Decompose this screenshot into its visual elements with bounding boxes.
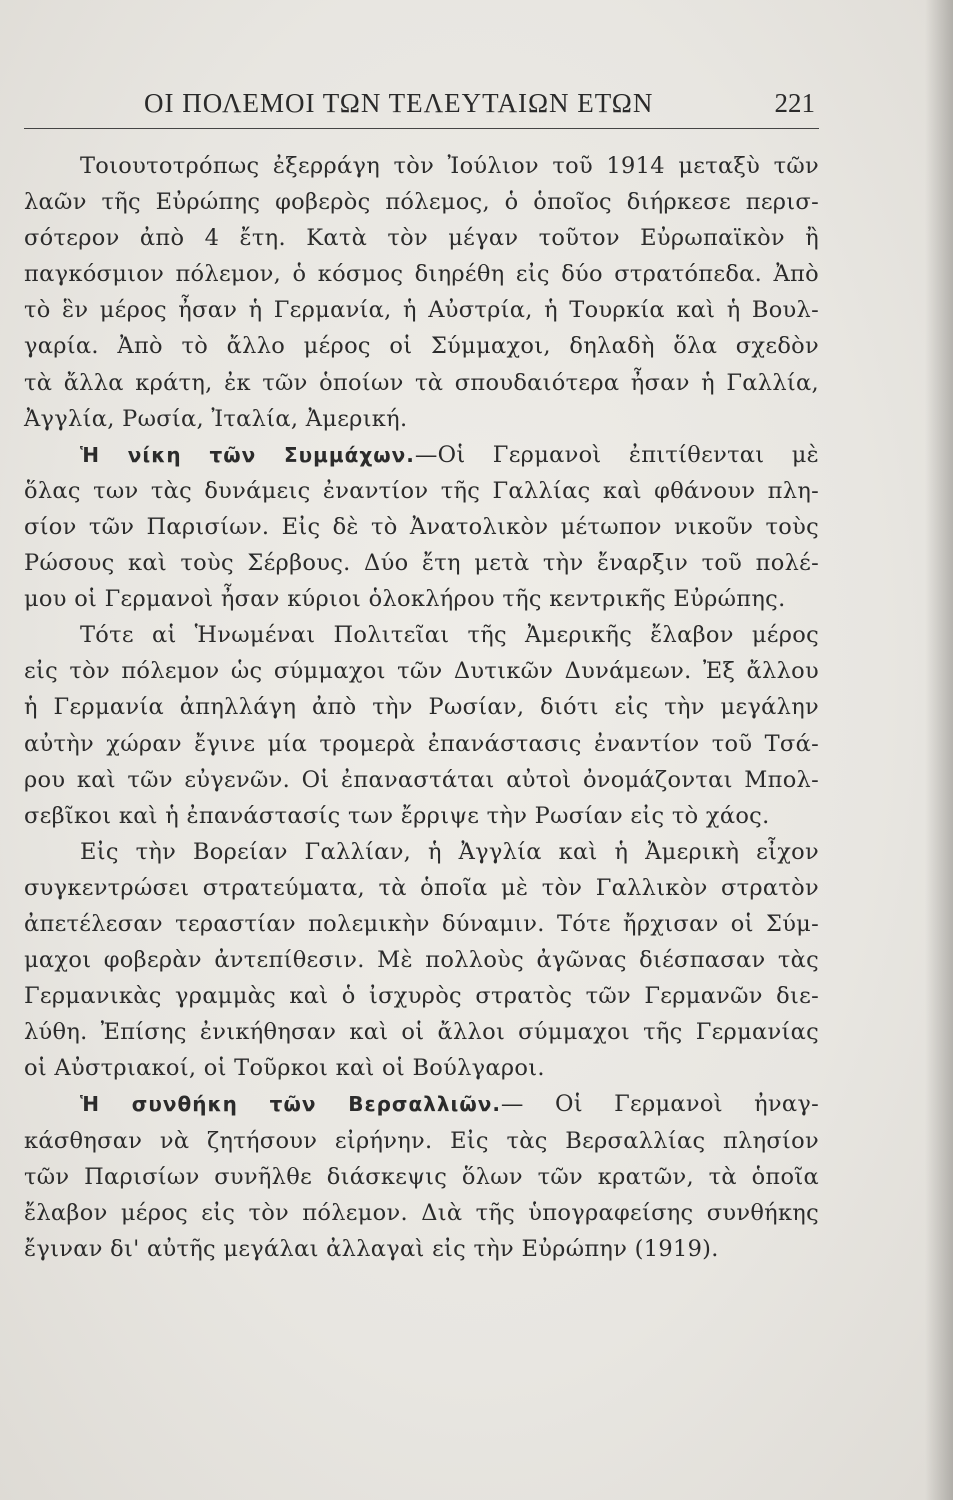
line-text: σεβῖκοι καὶ ἡ ἐπανάστασίς των ἔρριψε τὴν Ρωσίαν εἰς τὸ χάος. (24, 802, 770, 829)
line-text: μαχοι φοβερὰν ἀντεπίθεσιν. Μὲ πολλοὺς ἀγῶνας διέσπασαν τὰς (24, 947, 819, 974)
text-line (24, 220, 819, 256)
text-line (24, 256, 819, 292)
line-text: λύθη. Ἐπίσης ἐνικήθησαν καὶ οἱ ἄλλοι σύμμαχοι τῆς Γερμανίας (24, 1019, 819, 1046)
line-text: ρου καὶ τῶν εὐγενῶν. Οἱ ἐπαναστάται αὐτοὶ ὀνομάζονται Μπολ- (24, 766, 819, 793)
text-line (24, 473, 819, 509)
line-text: — Οἱ Γερμανοὶ ἠναγ- (500, 1091, 819, 1118)
line-text: Ἀγγλία, Ρωσία, Ἰταλία, Ἀμερική. (24, 405, 408, 432)
text-line (24, 184, 819, 220)
text-line (24, 292, 819, 328)
text-line (24, 148, 819, 184)
line-text: Ρώσους καὶ τοὺς Σέρβους. Δύο ἔτη μετὰ τὴν ἔναρξιν τοῦ πολέ- (24, 550, 819, 577)
line-text: τὸ ἓν μέρος ἦσαν ἡ Γερμανία, ἡ Αὐστρία, ἡ Τουρκία καὶ ἡ Βουλ- (24, 297, 819, 324)
line-text: σίον τῶν Παρισίων. Εἰς δὲ τὸ Ἀνατολικὸν μέτωπον νικοῦν τοὺς (24, 513, 819, 540)
line-text: σότερον ἀπὸ 4 ἔτη. Κατὰ τὸν μέγαν τοῦτον Εὐρωπαϊκὸν ἢ (24, 225, 819, 252)
line-text: Τότε αἱ Ἡνωμέναι Πολιτεῖαι τῆς Ἀμερικῆς ἔλαβον μέρος (80, 622, 819, 649)
text-line (24, 1195, 819, 1231)
section-heading: Ἡ συνθήκη τῶν Βερσαλλιῶν. (80, 1092, 501, 1117)
body-text (24, 148, 819, 1267)
text-line (24, 978, 819, 1014)
line-text: αὐτὴν χώραν ἔγινε μία τρομερὰ ἐπανάστασις ἐναντίον τοῦ Τσά- (24, 730, 819, 757)
text-line (24, 1050, 819, 1086)
running-head (24, 84, 819, 129)
page-edge-shadow (925, 0, 953, 1500)
line-text: ἀπετέλεσαν τεραστίαν πολεμικὴν δύναμιν. Τότε ἤρχισαν οἱ Σύμ- (24, 910, 819, 937)
line-text: εἰς τὸν πόλεμον ὡς σύμμαχοι τῶν Δυτικῶν Δυνάμεων. Ἐξ ἄλλου (24, 658, 819, 685)
text-line (24, 942, 819, 978)
section-heading-line (24, 1086, 819, 1122)
text-line (24, 1159, 819, 1195)
running-title: ΟΙ ΠΟΛΕΜΟΙ ΤΩΝ ΤΕΛΕΥΤΑΙΩΝ ΕΤΩΝ (144, 88, 654, 118)
section-heading: Ἡ νίκη τῶν Συμμάχων. (80, 442, 415, 467)
text-line (24, 509, 819, 545)
line-text: Εἰς τὴν Βορείαν Γαλλίαν, ἡ Ἀγγλία καὶ ἡ Ἀμερικὴ εἶχον (80, 838, 819, 865)
line-text: ἡ Γερμανία ἀπηλλάγη ἀπὸ τὴν Ρωσίαν, διότι εἰς τὴν μεγάλην (24, 694, 819, 721)
text-line (24, 689, 819, 725)
text-line (24, 1231, 819, 1267)
line-text: οἱ Αὐστριακοί, οἱ Τοῦρκοι καὶ οἱ Βούλγαροι. (24, 1055, 545, 1082)
line-text: γαρία. Ἀπὸ τὸ ἄλλο μέρος οἱ Σύμμαχοι, δηλαδὴ ὅλα σχεδὸν (24, 333, 819, 360)
text-line (24, 581, 819, 617)
text-line (24, 726, 819, 762)
line-text: κάσθησαν νὰ ζητήσουν εἰρήνην. Εἰς τὰς Βερσαλλίας πλησίον (24, 1127, 819, 1154)
text-line (24, 834, 819, 870)
line-text: —Οἱ Γερμανοὶ ἐπιτίθενται μὲ (414, 441, 819, 468)
line-text: παγκόσμιον πόλεμον, ὁ κόσμος διηρέθη εἰς δύο στρατόπεδα. Ἀπὸ (24, 261, 819, 288)
text-line (24, 762, 819, 798)
text-line (24, 365, 819, 401)
text-line (24, 328, 819, 364)
text-line (24, 617, 819, 653)
line-text: Γερμανικὰς γραμμὰς καὶ ὁ ἰσχυρὸς στρατὸς τῶν Γερμανῶν διε- (24, 983, 819, 1010)
text-line (24, 1123, 819, 1159)
section-heading-line (24, 437, 819, 473)
line-text: ὅλας των τὰς δυνάμεις ἐναντίον τῆς Γαλλίας καὶ φθάνουν πλη- (24, 477, 819, 504)
text-line (24, 653, 819, 689)
line-text: μου οἱ Γερμανοὶ ἦσαν κύριοι ὁλοκλήρου τῆς κεντρικῆς Εὐρώπης. (24, 586, 786, 613)
text-line (24, 906, 819, 942)
text-line (24, 1014, 819, 1050)
line-text: ἔλαβον μέρος εἰς τὸν πόλεμον. Διὰ τῆς ὑπογραφείσης συνθήκης (24, 1199, 819, 1226)
page-number: 221 (774, 88, 815, 118)
line-text: τῶν Παρισίων συνῆλθε διάσκεψις ὅλων τῶν κρατῶν, τὰ ὁποῖα (24, 1163, 819, 1190)
line-text: τὰ ἄλλα κράτη, ἐκ τῶν ὁποίων τὰ σπουδαιότερα ἦσαν ἡ Γαλλία, (24, 369, 819, 396)
line-text: Τοιουτοτρόπως ἐξερράγη τὸν Ἰούλιον τοῦ 1914 μεταξὺ τῶν (80, 153, 819, 179)
line-text: ἔγιναν δι' αὐτῆς μεγάλαι ἀλλαγαὶ εἰς τὴν Εὐρώπην (1919). (24, 1235, 719, 1262)
text-line (24, 401, 819, 437)
text-line (24, 798, 819, 834)
line-text: συγκεντρώσει στρατεύματα, τὰ ὁποῖα μὲ τὸν Γαλλικὸν στρατὸν (24, 874, 819, 901)
line-text: λαῶν τῆς Εὐρώπης φοβερὸς πόλεμος, ὁ ὁποῖος διήρκεσε περισ- (24, 189, 819, 216)
text-line (24, 545, 819, 581)
text-line (24, 870, 819, 906)
